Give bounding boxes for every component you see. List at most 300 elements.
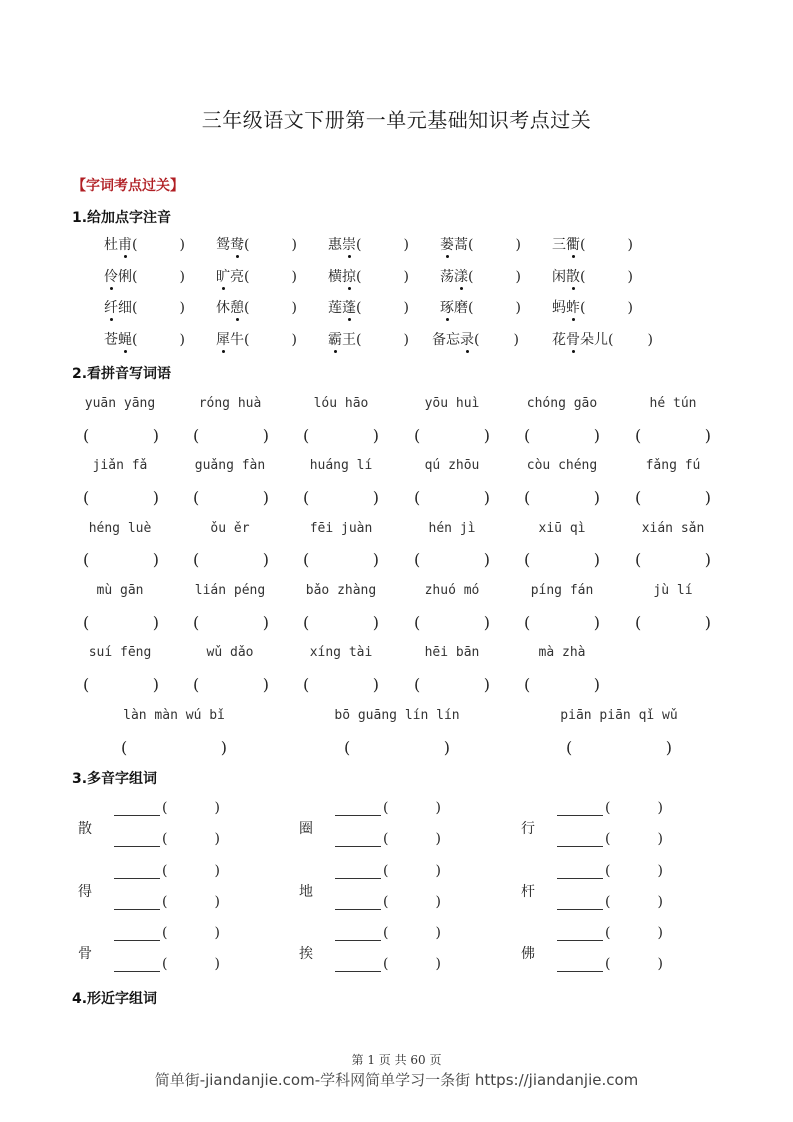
- close-paren: ): [593, 675, 600, 694]
- open-paren: (: [83, 426, 90, 445]
- pinyin-field[interactable]: [383, 800, 441, 816]
- word-blank[interactable]: [335, 895, 381, 910]
- close-paren: ): [372, 426, 379, 445]
- polyphone-line: [335, 800, 441, 816]
- close-paren: ): [515, 300, 521, 316]
- phonetic-item: [104, 297, 185, 317]
- close-paren: ): [627, 237, 633, 253]
- word: 蚂蚱: [552, 300, 580, 316]
- open-paren: (: [162, 863, 168, 879]
- answer-field[interactable]: [83, 488, 159, 507]
- close-paren: ): [152, 488, 159, 507]
- open-paren: (: [414, 550, 421, 569]
- page-title: 三年级语文下册第一单元基础知识考点过关: [201, 108, 592, 132]
- pinyin-field[interactable]: [383, 956, 441, 972]
- word: 蒌蒿: [440, 237, 468, 253]
- word: 闲散: [552, 269, 580, 285]
- polyphone-group: [78, 863, 278, 919]
- word: 杜甫: [104, 237, 132, 253]
- pinyin-field[interactable]: [383, 831, 441, 847]
- close-paren: ): [214, 863, 220, 879]
- word: 伶俐: [104, 269, 132, 285]
- word: 犀牛: [216, 332, 244, 348]
- word: 旷亮: [216, 269, 244, 285]
- open-paren: (: [566, 738, 573, 757]
- phonetic-item: [552, 234, 633, 254]
- dotted-char: 漾: [454, 266, 468, 286]
- dotted-char: 蚱: [566, 297, 580, 317]
- close-paren: ): [513, 332, 519, 348]
- phonetic-item: [440, 266, 521, 286]
- polyphone-group: [299, 863, 499, 919]
- polyphone-line: [114, 956, 220, 972]
- answer-field[interactable]: [414, 488, 490, 507]
- pinyin-prompt: yuān yāng: [84, 396, 156, 411]
- open-paren: (: [414, 488, 421, 507]
- answer-field[interactable]: [414, 675, 490, 694]
- open-paren: (: [244, 237, 250, 253]
- open-paren: (: [383, 831, 389, 847]
- open-paren: (: [580, 300, 586, 316]
- open-paren: (: [303, 613, 310, 632]
- open-paren: (: [83, 488, 90, 507]
- answer-field[interactable]: [414, 613, 490, 632]
- open-paren: (: [83, 675, 90, 694]
- open-paren: (: [132, 237, 138, 253]
- answer-field[interactable]: [83, 426, 159, 445]
- pinyin-field[interactable]: [605, 800, 663, 816]
- phonetic-item: [328, 297, 409, 317]
- pinyin-prompt: fēi juàn: [309, 521, 373, 536]
- pinyin-prompt: bǎo zhàng: [305, 583, 377, 598]
- pinyin-prompt: xián sǎn: [641, 521, 705, 536]
- polyphone-char: 挨: [299, 946, 313, 962]
- dotted-char: 衢: [566, 234, 580, 254]
- open-paren: (: [83, 613, 90, 632]
- open-paren: (: [121, 738, 128, 757]
- pinyin-prompt: lián péng: [194, 583, 266, 598]
- answer-field[interactable]: [121, 738, 227, 757]
- close-paren: ): [152, 613, 159, 632]
- answer-field[interactable]: [193, 550, 269, 569]
- answer-field[interactable]: [303, 488, 379, 507]
- open-paren: (: [608, 332, 614, 348]
- dotted-char: 掠: [342, 266, 356, 286]
- answer-field[interactable]: [193, 426, 269, 445]
- close-paren: ): [403, 332, 409, 348]
- polyphone-char: 得: [78, 884, 92, 900]
- pinyin-prompt: lóu hāo: [313, 396, 369, 411]
- answer-field[interactable]: [414, 550, 490, 569]
- dotted-char: 散: [566, 266, 580, 286]
- open-paren: (: [356, 237, 362, 253]
- open-paren: (: [580, 237, 586, 253]
- word: 霸王: [328, 332, 356, 348]
- pinyin-field[interactable]: [162, 956, 220, 972]
- close-paren: ): [152, 426, 159, 445]
- polyphone-line: [335, 894, 441, 910]
- pinyin-prompt: huáng lí: [309, 458, 373, 473]
- close-paren: ): [435, 863, 441, 879]
- word-blank[interactable]: [114, 864, 160, 879]
- close-paren: ): [627, 300, 633, 316]
- close-paren: ): [704, 426, 711, 445]
- pinyin-prompt: hēi bān: [424, 645, 480, 660]
- polyphone-char: 地: [299, 884, 313, 900]
- polyphone-group: [299, 925, 499, 981]
- close-paren: ): [291, 269, 297, 285]
- close-paren: ): [214, 894, 220, 910]
- close-paren: ): [220, 738, 227, 757]
- word: 鸳鸯: [216, 237, 244, 253]
- pinyin-prompt: xíng tài: [309, 645, 373, 660]
- answer-field[interactable]: [193, 613, 269, 632]
- dotted-char: 旷: [216, 266, 230, 286]
- close-paren: ): [372, 550, 379, 569]
- word-blank[interactable]: [335, 926, 381, 941]
- polyphone-line: [114, 831, 220, 847]
- open-paren: (: [605, 800, 611, 816]
- close-paren: ): [593, 426, 600, 445]
- polyphone-line: [114, 894, 220, 910]
- polyphone-group: [78, 925, 278, 981]
- polyphone-group: [521, 800, 721, 856]
- answer-field[interactable]: [524, 488, 600, 507]
- open-paren: (: [605, 894, 611, 910]
- word-blank[interactable]: [557, 801, 603, 816]
- polyphone-line: [557, 863, 663, 879]
- word: 纤细: [104, 300, 132, 316]
- pinyin-field[interactable]: [383, 925, 441, 941]
- close-paren: ): [515, 269, 521, 285]
- open-paren: (: [162, 956, 168, 972]
- polyphone-char: 杆: [521, 884, 535, 900]
- pinyin-field[interactable]: [605, 925, 663, 941]
- word-blank[interactable]: [114, 801, 160, 816]
- dotted-char: 甫: [118, 234, 132, 254]
- pinyin-field[interactable]: [162, 925, 220, 941]
- answer-field[interactable]: [303, 613, 379, 632]
- open-paren: (: [414, 613, 421, 632]
- answer-field[interactable]: [524, 675, 600, 694]
- open-paren: (: [356, 332, 362, 348]
- open-paren: (: [344, 738, 351, 757]
- pinyin-field[interactable]: [605, 894, 663, 910]
- open-paren: (: [244, 269, 250, 285]
- open-paren: (: [635, 550, 642, 569]
- close-paren: ): [179, 300, 185, 316]
- close-paren: ): [657, 894, 663, 910]
- answer-field[interactable]: [83, 675, 159, 694]
- phonetic-item: [440, 297, 521, 317]
- close-paren: ): [214, 956, 220, 972]
- answer-field[interactable]: [524, 426, 600, 445]
- close-paren: ): [179, 332, 185, 348]
- pinyin-prompt: fǎng fú: [645, 458, 701, 473]
- close-paren: ): [435, 956, 441, 972]
- word: 备忘录: [432, 332, 474, 348]
- pinyin-prompt: hén jì: [428, 521, 476, 536]
- close-paren: ): [627, 269, 633, 285]
- q2-heading: 2.看拼音写词语: [72, 366, 172, 382]
- open-paren: (: [193, 426, 200, 445]
- close-paren: ): [483, 426, 490, 445]
- close-paren: ): [435, 800, 441, 816]
- pinyin-prompt: píng fán: [530, 583, 594, 598]
- answer-field[interactable]: [303, 426, 379, 445]
- q3-heading: 3.多音字组词: [72, 771, 158, 787]
- open-paren: (: [414, 675, 421, 694]
- word: 休憩: [216, 300, 244, 316]
- pinyin-prompt-idiom: bō guāng lín lín: [334, 708, 460, 723]
- pinyin-prompt: mà zhà: [538, 645, 586, 660]
- pinyin-prompt-idiom: làn màn wú bǐ: [123, 708, 225, 723]
- footer-watermark: 简单街-jiandanjie.com-学科网简单学习一条街 https://jiandanjie.com: [154, 1071, 639, 1089]
- close-paren: ): [214, 800, 220, 816]
- phonetic-item: [216, 234, 297, 254]
- word-blank[interactable]: [557, 926, 603, 941]
- dotted-char: 蒌: [440, 234, 454, 254]
- close-paren: ): [704, 613, 711, 632]
- phonetic-item: [328, 234, 409, 254]
- open-paren: (: [162, 831, 168, 847]
- close-paren: ): [291, 300, 297, 316]
- close-paren: ): [593, 613, 600, 632]
- answer-field[interactable]: [524, 550, 600, 569]
- open-paren: (: [193, 613, 200, 632]
- pinyin-field[interactable]: [162, 863, 220, 879]
- pinyin-prompt: zhuó mó: [424, 583, 480, 598]
- close-paren: ): [152, 550, 159, 569]
- pinyin-prompt: wǔ dǎo: [206, 645, 254, 660]
- phonetic-item: [552, 297, 633, 317]
- phonetic-item: [104, 266, 185, 286]
- close-paren: ): [152, 675, 159, 694]
- open-paren: (: [474, 332, 480, 348]
- answer-field[interactable]: [524, 613, 600, 632]
- pinyin-prompt: qú zhōu: [424, 458, 480, 473]
- close-paren: ): [593, 488, 600, 507]
- close-paren: ): [403, 237, 409, 253]
- polyphone-line: [557, 956, 663, 972]
- answer-field[interactable]: [83, 613, 159, 632]
- close-paren: ): [657, 831, 663, 847]
- word-blank[interactable]: [114, 895, 160, 910]
- close-paren: ): [262, 488, 269, 507]
- close-paren: ): [657, 800, 663, 816]
- pinyin-prompt: róng huà: [198, 396, 262, 411]
- open-paren: (: [383, 925, 389, 941]
- open-paren: (: [635, 426, 642, 445]
- answer-field[interactable]: [566, 738, 672, 757]
- open-paren: (: [605, 925, 611, 941]
- dotted-char: 霸: [328, 329, 342, 349]
- open-paren: (: [414, 426, 421, 445]
- open-paren: (: [303, 488, 310, 507]
- word: 荡漾: [440, 269, 468, 285]
- open-paren: (: [635, 613, 642, 632]
- open-paren: (: [193, 675, 200, 694]
- phonetic-item: [104, 329, 185, 349]
- dotted-char: 蝇: [118, 329, 132, 349]
- open-paren: (: [383, 800, 389, 816]
- close-paren: ): [515, 237, 521, 253]
- close-paren: ): [435, 894, 441, 910]
- polyphone-char: 佛: [521, 946, 535, 962]
- polyphone-char: 行: [521, 821, 535, 837]
- pinyin-field[interactable]: [162, 894, 220, 910]
- phonetic-item: [216, 297, 297, 317]
- section-tag: 【字词考点过关】: [72, 178, 184, 194]
- phonetic-item: [328, 266, 409, 286]
- polyphone-line: [335, 956, 441, 972]
- open-paren: (: [524, 675, 531, 694]
- close-paren: ): [657, 925, 663, 941]
- word-blank[interactable]: [335, 864, 381, 879]
- answer-field[interactable]: [635, 550, 711, 569]
- polyphone-line: [557, 925, 663, 941]
- close-paren: ): [435, 925, 441, 941]
- dotted-char: 犀: [216, 329, 230, 349]
- pinyin-prompt: chóng gāo: [526, 396, 598, 411]
- close-paren: ): [403, 300, 409, 316]
- polyphone-line: [557, 894, 663, 910]
- pinyin-field[interactable]: [162, 831, 220, 847]
- word-blank[interactable]: [335, 957, 381, 972]
- dotted-char: 鸯: [230, 234, 244, 254]
- phonetic-item: [216, 266, 297, 286]
- open-paren: (: [580, 269, 586, 285]
- word-blank[interactable]: [335, 832, 381, 847]
- word-blank[interactable]: [114, 926, 160, 941]
- answer-field[interactable]: [344, 738, 450, 757]
- polyphone-line: [114, 800, 220, 816]
- dotted-char: 录: [460, 329, 474, 349]
- dotted-char: 憩: [230, 297, 244, 317]
- pinyin-prompt: còu chéng: [526, 458, 598, 473]
- answer-field[interactable]: [635, 613, 711, 632]
- dotted-char: 崇: [342, 234, 356, 254]
- close-paren: ): [403, 269, 409, 285]
- phonetic-item: [440, 234, 521, 254]
- pinyin-prompt: héng luè: [88, 521, 152, 536]
- close-paren: ): [704, 488, 711, 507]
- word: 花骨朵儿: [552, 332, 608, 348]
- q4-heading: 4.形近字组词: [72, 991, 158, 1007]
- open-paren: (: [605, 956, 611, 972]
- polyphone-line: [335, 831, 441, 847]
- word: 惠崇: [328, 237, 356, 253]
- close-paren: ): [657, 956, 663, 972]
- polyphone-group: [78, 800, 278, 856]
- close-paren: ): [443, 738, 450, 757]
- close-paren: ): [179, 269, 185, 285]
- word-blank[interactable]: [114, 832, 160, 847]
- close-paren: ): [372, 675, 379, 694]
- answer-field[interactable]: [635, 488, 711, 507]
- q1-heading: 1.给加点字注音: [72, 210, 172, 226]
- word-blank[interactable]: [557, 832, 603, 847]
- answer-field[interactable]: [193, 488, 269, 507]
- open-paren: (: [162, 894, 168, 910]
- page-number: 第 1 页 共 60 页: [351, 1053, 442, 1067]
- close-paren: ): [483, 488, 490, 507]
- close-paren: ): [262, 550, 269, 569]
- answer-field[interactable]: [193, 675, 269, 694]
- pinyin-field[interactable]: [605, 831, 663, 847]
- word-blank[interactable]: [557, 957, 603, 972]
- answer-field[interactable]: [414, 426, 490, 445]
- word-blank[interactable]: [557, 895, 603, 910]
- word-blank[interactable]: [557, 864, 603, 879]
- open-paren: (: [132, 332, 138, 348]
- open-paren: (: [635, 488, 642, 507]
- open-paren: (: [132, 300, 138, 316]
- pinyin-prompt-idiom: piān piān qǐ wǔ: [560, 708, 678, 723]
- open-paren: (: [605, 863, 611, 879]
- close-paren: ): [665, 738, 672, 757]
- word: 横掠: [328, 269, 356, 285]
- polyphone-line: [335, 925, 441, 941]
- phonetic-item: [552, 329, 653, 349]
- answer-field[interactable]: [83, 550, 159, 569]
- polyphone-char: 散: [78, 821, 92, 837]
- close-paren: ): [647, 332, 653, 348]
- pinyin-field[interactable]: [383, 894, 441, 910]
- answer-field[interactable]: [303, 675, 379, 694]
- close-paren: ): [179, 237, 185, 253]
- open-paren: (: [383, 956, 389, 972]
- dotted-char: 骨: [566, 329, 580, 349]
- open-paren: (: [356, 300, 362, 316]
- open-paren: (: [244, 300, 250, 316]
- open-paren: (: [468, 269, 474, 285]
- polyphone-line: [335, 863, 441, 879]
- open-paren: (: [83, 550, 90, 569]
- open-paren: (: [383, 894, 389, 910]
- answer-field[interactable]: [303, 550, 379, 569]
- pinyin-field[interactable]: [605, 956, 663, 972]
- pinyin-prompt: yōu huì: [424, 396, 480, 411]
- close-paren: ): [483, 675, 490, 694]
- open-paren: (: [468, 300, 474, 316]
- open-paren: (: [524, 550, 531, 569]
- open-paren: (: [524, 613, 531, 632]
- word-blank[interactable]: [335, 801, 381, 816]
- pinyin-field[interactable]: [605, 863, 663, 879]
- phonetic-item: [104, 234, 185, 254]
- close-paren: ): [214, 831, 220, 847]
- phonetic-item: [432, 329, 519, 349]
- word-blank[interactable]: [114, 957, 160, 972]
- close-paren: ): [372, 613, 379, 632]
- word: 苍蝇: [104, 332, 132, 348]
- pinyin-field[interactable]: [162, 800, 220, 816]
- open-paren: (: [244, 332, 250, 348]
- polyphone-group: [521, 925, 721, 981]
- answer-field[interactable]: [635, 426, 711, 445]
- open-paren: (: [468, 237, 474, 253]
- word: 莲蓬: [328, 300, 356, 316]
- open-paren: (: [356, 269, 362, 285]
- close-paren: ): [291, 237, 297, 253]
- open-paren: (: [162, 925, 168, 941]
- pinyin-field[interactable]: [383, 863, 441, 879]
- close-paren: ): [262, 675, 269, 694]
- pinyin-prompt: ǒu ěr: [210, 521, 250, 536]
- close-paren: ): [291, 332, 297, 348]
- phonetic-item: [328, 329, 409, 349]
